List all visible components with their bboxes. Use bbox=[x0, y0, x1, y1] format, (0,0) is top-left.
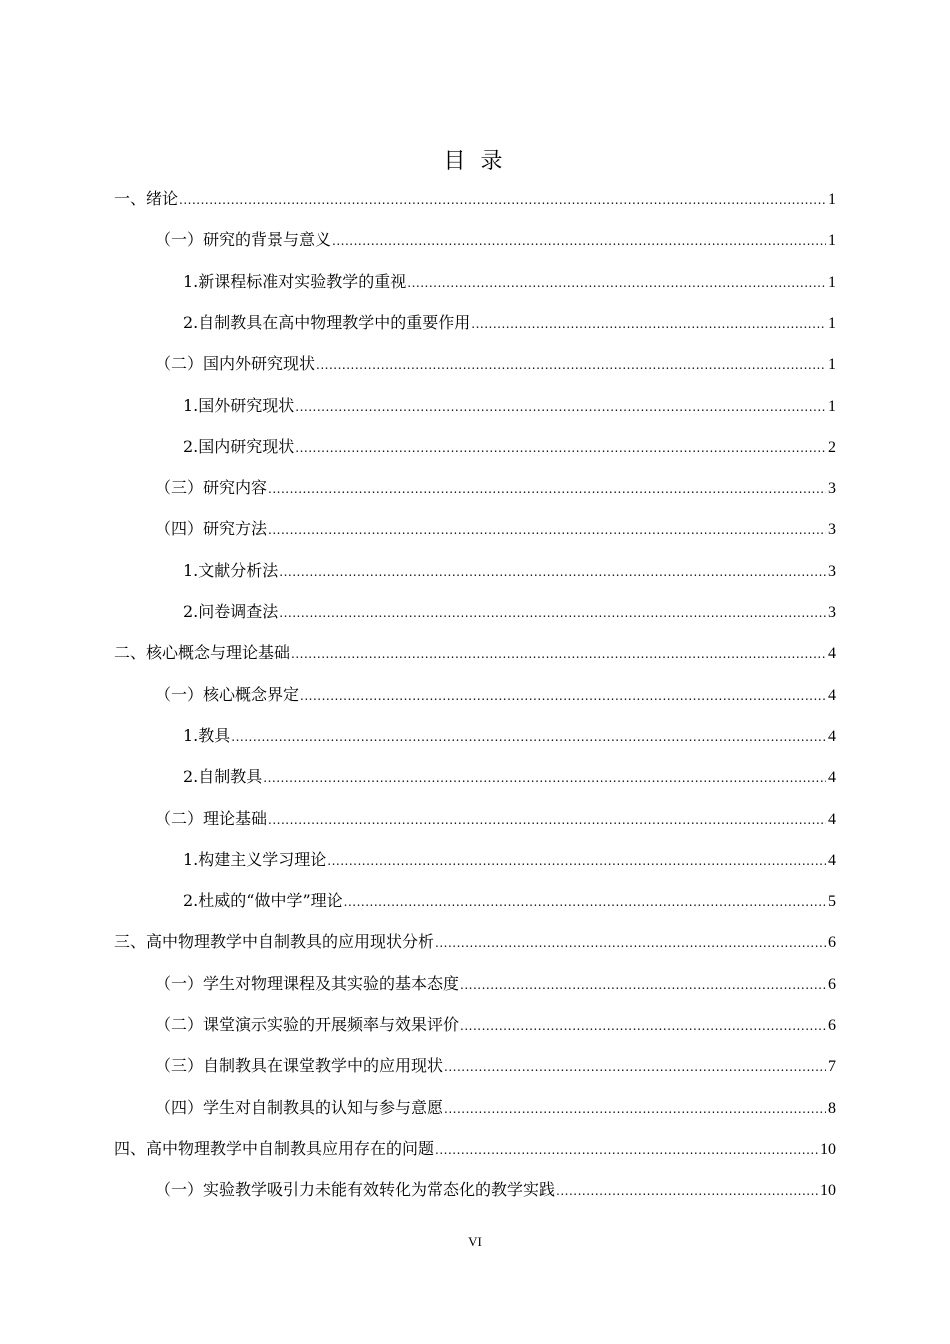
toc-entry-number: 2. bbox=[183, 891, 199, 911]
dot-leader bbox=[279, 552, 826, 593]
toc-entry-number: 一、 bbox=[114, 189, 147, 208]
toc-entry[interactable] bbox=[155, 1169, 836, 1210]
toc-entry[interactable] bbox=[114, 632, 836, 673]
toc-entry[interactable] bbox=[155, 219, 836, 260]
toc-entry-label: 研究的背景与意义 bbox=[203, 230, 332, 250]
toc-entry-number: （三） bbox=[155, 478, 204, 498]
toc-entry[interactable] bbox=[183, 550, 836, 591]
toc-entry[interactable] bbox=[155, 1087, 836, 1128]
toc-entry-label: 核心概念与理论基础 bbox=[146, 643, 291, 663]
toc-entry[interactable] bbox=[114, 921, 836, 962]
dot-leader bbox=[179, 180, 826, 221]
toc-entry-page: 2 bbox=[828, 438, 836, 456]
toc-entry-page: 1 bbox=[828, 191, 836, 208]
dot-leader bbox=[295, 428, 826, 469]
dot-leader bbox=[268, 800, 826, 841]
dot-leader bbox=[435, 1130, 818, 1171]
toc-entry-page: 4 bbox=[828, 686, 836, 704]
dot-leader bbox=[407, 263, 826, 304]
dot-leader bbox=[344, 882, 826, 923]
dot-leader bbox=[471, 304, 826, 345]
toc-entry-number: （一） bbox=[155, 1180, 204, 1200]
toc-entry[interactable] bbox=[183, 839, 836, 880]
toc-entry[interactable] bbox=[155, 343, 836, 384]
toc-entry-number: （四） bbox=[155, 519, 204, 539]
toc-entry-number: 1. bbox=[183, 271, 199, 291]
toc-entry-label: 国内研究现状 bbox=[198, 436, 295, 456]
toc-entry-label: 杜威的“做中学”理论 bbox=[198, 891, 343, 911]
toc-entry-page: 4 bbox=[828, 727, 836, 745]
toc-entry-number: （一） bbox=[155, 973, 204, 993]
toc-entry-label: 高中物理教学中自制教具应用存在的问题 bbox=[146, 1138, 435, 1158]
toc-entry-label: 自制教具在高中物理教学中的重要作用 bbox=[198, 312, 471, 332]
toc-entry-page: 5 bbox=[828, 893, 836, 911]
toc-entry-number: （三） bbox=[155, 1056, 204, 1076]
toc-entry-page: 10 bbox=[820, 1182, 836, 1200]
dot-leader bbox=[332, 221, 826, 262]
toc-entry[interactable] bbox=[114, 178, 836, 219]
toc-entry-label: 新课程标准对实验教学的重视 bbox=[198, 271, 407, 291]
toc-entry-label: 构建主义学习理论 bbox=[198, 849, 327, 869]
page-number-footer: VI bbox=[468, 1234, 482, 1249]
toc-entry-label: 高中物理教学中自制教具的应用现状分析 bbox=[146, 932, 435, 952]
toc-entry-number: 1. bbox=[183, 849, 199, 869]
toc-entry-number: 三、 bbox=[114, 932, 147, 952]
toc-entry-label: 核心概念界定 bbox=[203, 684, 300, 704]
toc-entry[interactable] bbox=[114, 1128, 836, 1169]
toc-entry-number: （一） bbox=[155, 684, 204, 704]
toc-entry-number: 1. bbox=[183, 725, 199, 745]
toc-entry-number: 1. bbox=[183, 395, 199, 415]
toc-entry-page: 8 bbox=[828, 1099, 836, 1117]
toc-entry-page: 4 bbox=[828, 851, 836, 869]
toc-title: 目 录 bbox=[443, 149, 507, 174]
toc-entry[interactable] bbox=[155, 1045, 836, 1086]
toc-entry-page: 1 bbox=[828, 397, 836, 415]
toc-entry[interactable] bbox=[155, 508, 836, 549]
toc-entry-page: 4 bbox=[828, 810, 836, 828]
dot-leader bbox=[300, 676, 826, 717]
toc-entry-label: 教具 bbox=[198, 725, 231, 745]
toc-entry-number: 四、 bbox=[114, 1138, 147, 1158]
toc-entry[interactable] bbox=[183, 591, 836, 632]
dot-leader bbox=[460, 1006, 826, 1047]
toc-entry-label: 问卷调查法 bbox=[198, 602, 279, 621]
dot-leader bbox=[268, 469, 826, 510]
dot-leader bbox=[316, 345, 826, 386]
toc-entry-label: 学生对物理课程及其实验的基本态度 bbox=[203, 973, 460, 993]
toc-entry-label: 自制教具 bbox=[198, 767, 263, 787]
toc-entry-page: 7 bbox=[828, 1058, 836, 1076]
toc-entry[interactable] bbox=[155, 467, 836, 508]
toc-entry-label: 课堂演示实验的开展频率与效果评价 bbox=[203, 1015, 460, 1034]
toc-entry-label: 研究内容 bbox=[203, 478, 268, 498]
toc-entry-label: 绪论 bbox=[146, 189, 179, 208]
dot-leader bbox=[291, 634, 826, 675]
toc-entry[interactable] bbox=[183, 426, 836, 467]
toc-entry-page: 4 bbox=[828, 769, 836, 787]
toc-entry-label: 实验教学吸引力未能有效转化为常态化的教学实践 bbox=[203, 1180, 556, 1200]
toc-entry[interactable] bbox=[183, 715, 836, 756]
toc-entry-page: 6 bbox=[828, 1017, 836, 1034]
toc-entry[interactable] bbox=[183, 880, 836, 921]
dot-leader bbox=[435, 923, 826, 964]
toc-entry[interactable] bbox=[183, 756, 836, 797]
toc-entry-number: 2. bbox=[183, 767, 199, 787]
toc-entry-page: 6 bbox=[828, 934, 836, 952]
toc-entry-number: 2. bbox=[183, 602, 199, 621]
toc-entry[interactable] bbox=[183, 302, 836, 343]
toc-entry-label: 自制教具在课堂教学中的应用现状 bbox=[203, 1056, 444, 1076]
toc-entry-label: 学生对自制教具的认知与参与意愿 bbox=[203, 1097, 444, 1117]
dot-leader bbox=[444, 1089, 826, 1130]
toc-entry[interactable] bbox=[155, 963, 836, 1004]
toc-entry-page: 1 bbox=[828, 232, 836, 250]
toc-entry-label: 文献分析法 bbox=[198, 560, 279, 580]
dot-leader bbox=[444, 1047, 826, 1088]
toc-entry-number: （一） bbox=[155, 230, 204, 250]
toc-entry-page: 1 bbox=[828, 273, 836, 291]
dot-leader bbox=[263, 758, 826, 799]
dot-leader bbox=[327, 841, 826, 882]
dot-leader bbox=[460, 965, 826, 1006]
toc-entry-page: 1 bbox=[828, 356, 836, 374]
toc-entry-number: （二） bbox=[155, 808, 204, 828]
dot-leader bbox=[279, 593, 826, 634]
toc-entry-number: （二） bbox=[155, 354, 204, 374]
toc-entry-page: 3 bbox=[828, 562, 836, 580]
toc-entry-page: 3 bbox=[828, 604, 836, 621]
toc-entry-number: 1. bbox=[183, 560, 199, 580]
dot-leader bbox=[556, 1171, 818, 1212]
toc-entry-label: 国外研究现状 bbox=[198, 395, 295, 415]
toc-entry-label: 国内外研究现状 bbox=[203, 354, 316, 374]
toc-entry-number: 二、 bbox=[114, 643, 147, 663]
toc-entry-page: 10 bbox=[820, 1140, 836, 1158]
toc-entry[interactable] bbox=[183, 385, 836, 426]
toc-entry-label: 研究方法 bbox=[203, 519, 268, 539]
toc-entry-number: （四） bbox=[155, 1097, 204, 1117]
toc-entry-number: （二） bbox=[155, 1015, 204, 1034]
toc-entry-number: 2. bbox=[183, 436, 199, 456]
toc-entry-page: 3 bbox=[828, 480, 836, 498]
toc-entry-page: 4 bbox=[828, 645, 836, 663]
toc-entry-page: 1 bbox=[828, 314, 836, 332]
dot-leader bbox=[268, 510, 826, 551]
dot-leader bbox=[295, 387, 826, 428]
toc-entry-page: 3 bbox=[828, 521, 836, 539]
toc-entry-page: 6 bbox=[828, 975, 836, 993]
toc-entry[interactable] bbox=[183, 261, 836, 302]
toc-entry-label: 理论基础 bbox=[203, 808, 268, 828]
toc-entry[interactable] bbox=[155, 798, 836, 839]
toc-entry[interactable] bbox=[155, 1004, 836, 1045]
toc-entry-number: 2. bbox=[183, 312, 199, 332]
toc-entry[interactable] bbox=[155, 674, 836, 715]
dot-leader bbox=[231, 717, 826, 758]
